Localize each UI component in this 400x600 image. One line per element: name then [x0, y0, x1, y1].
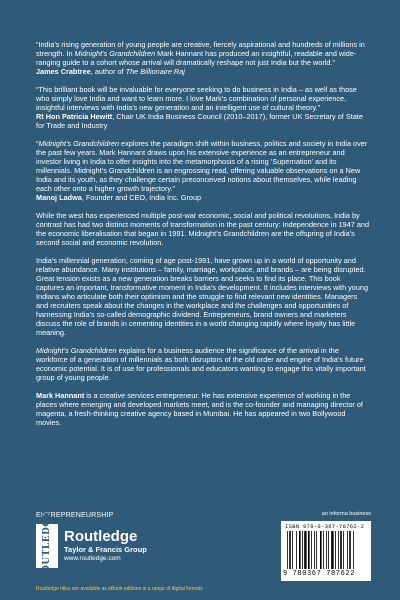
barcode [281, 521, 371, 581]
blurb-2-attribution [36, 112, 370, 130]
publisher-group: Taylor & Francis Group [64, 545, 147, 554]
barcode-bar [326, 531, 327, 569]
barcode-bar [287, 531, 288, 569]
barcode-bar [335, 531, 336, 569]
audience-paragraph [36, 346, 370, 382]
author-bio [36, 391, 370, 427]
blurb-1-quote: “India’s rising generation of young people are creative, fiercely aspirational and hundreds of millions in strength. In [36, 40, 365, 58]
barcode-bar [296, 531, 297, 569]
barcode-bar [289, 531, 291, 569]
body-paragraph-2: India’s millennial generation, coming of age post-1991, have grown up in a world of opportunity and relative abundance. Many institutions – family, marriage, workplace, and brands – are being disrupted. Great tension exists as a new generation breaks barriers and seeks to find its place. This book captures an important, transformative moment in India’s development. It includes interviews with young Indians who articulate both their optimism and the struggle to find relevant new identities. Managers and recruiters speak about the changes in the workplace and the challenges and opportunities of harnessing India’s so-called demographic dividend. Entrepreneurs, brand owners and marketers discuss the role of brands in cementing identities in a world changing rapidly where loyalty has little meaning. [36, 256, 369, 337]
barcode-bar [311, 531, 312, 569]
publisher-name: Routledge [64, 528, 138, 545]
barcode-bar [292, 531, 293, 569]
blurb-2-role: , Chair UK India Business Council (2010–2017), former UK Secretary of State for Trade and Industry [36, 112, 363, 130]
blurb-1-role-title: The Billionaire Raj [125, 67, 185, 76]
publisher-url: www.routledge.com [64, 555, 121, 562]
barcode-bar [304, 531, 306, 569]
barcode-bar [328, 531, 329, 569]
category-label: ENTREPRENEURSHIP [36, 512, 114, 519]
blurb-3-quote: explores the paradigm shift within business, politics and society in India over the past few years. Mark Hannant draws upon his extensive experience as an entrepreneur and investor living in India to offer insights into the metamorphosis of a rising ‘Supernation’ and its millennials. Midnight’s Grandchildren is an engrossing read, offering valuable observations on a New India and its youth, as they challenge certain preconceived notions about themselves, while leading each other onto a higher growth trajectory.” [36, 139, 368, 193]
barcode-bar [320, 531, 322, 569]
blurb-3-title: Midnight’s Grandchildren [38, 139, 120, 148]
barcode-bar [338, 531, 339, 569]
informa-label: an informa business [321, 511, 371, 517]
blurb-3-attribution [36, 193, 370, 202]
back-cover-text [36, 40, 370, 436]
ean-number: 9 780367 787622 [283, 570, 356, 578]
barcode-bar [331, 531, 333, 569]
blurb-3 [36, 139, 370, 202]
barcode-bar [308, 531, 310, 569]
blurb-3-quote-open: “ [36, 139, 39, 148]
blurb-1-attribution [36, 67, 370, 76]
barcode-bars [287, 531, 367, 569]
ebook-footnote: Routledge titles are available as eBook editions in a range of digital formats [36, 586, 203, 592]
blurb-3-role: , Founder and CEO, India Inc. Group [81, 193, 202, 202]
audience-text: explains for a business audience the significance of the arrival in the workforce of a generation of millennials as both disruptors of the old order and engine of India’s future economic potential. It is of use for professionals and educators wanting to engage this vitally important group of young people. [36, 346, 366, 382]
barcode-bar [316, 531, 317, 569]
blurb-3-name: Manoj Ladwa [36, 193, 82, 202]
author-name: Mark Hannant [36, 391, 85, 400]
barcode-bar [353, 531, 354, 569]
blurb-1-title: Midnight’s Grandchildren [74, 49, 156, 58]
blurb-1-quote-rest: Mark Hannant has produced an insightful, readable and wide-ranging guide to a cohort whose arrival will dramatically reshape not just India but the world.” [36, 49, 357, 67]
barcode-area [281, 511, 371, 581]
blurb-2-quote: “This brilliant book will be invaluable for everyone seeking to do business in India – as well as those who simply love India and want to learn more. I love Mark’s combination of personal experience, insightful interviews with India’s new generation and an intelligent use of cultural theory.” [36, 85, 357, 112]
publisher-text [64, 529, 147, 563]
barcode-bar [340, 531, 342, 569]
body-paragraph-1: While the west has experienced multiple post-war economic, social and political revolutions, India by contrast has had two distinct moments of transformation in the past century: Independence in 1947 and the economic liberalisation that began in 1991. Midnight’s Grandchildren are the offspring of India’s second social and economic revolution. [36, 211, 370, 247]
blurb-2 [36, 85, 370, 130]
barcode-bar [299, 531, 301, 569]
blurb-1-role: , author of [90, 67, 126, 76]
barcode-bar [302, 531, 303, 569]
author-bio-text: is a creative services entrepreneur. He has extensive experience of working in the places where emerging and developed markets meet, and is the co-founder and managing director of magenta, a fresh-thinking creative agency based in Mumbai. He has appeared in two Bollywood movies. [36, 391, 363, 427]
blurb-2-name: Rt Hon Patricia Hewitt [36, 112, 113, 121]
barcode-bar [314, 531, 315, 569]
routledge-logo-mark: ROUTLEDGE [36, 524, 58, 568]
barcode-bar [349, 531, 351, 569]
isbn-text: ISBN 978-0-367-78762-2 [285, 523, 365, 530]
barcode-bar [347, 531, 348, 569]
blurb-1 [36, 40, 370, 76]
blurb-1-name: James Crabtree [36, 67, 91, 76]
audience-book-title: Midnight’s Grandchildren [36, 346, 117, 355]
barcode-bar [343, 531, 344, 569]
barcode-bar [323, 531, 324, 569]
